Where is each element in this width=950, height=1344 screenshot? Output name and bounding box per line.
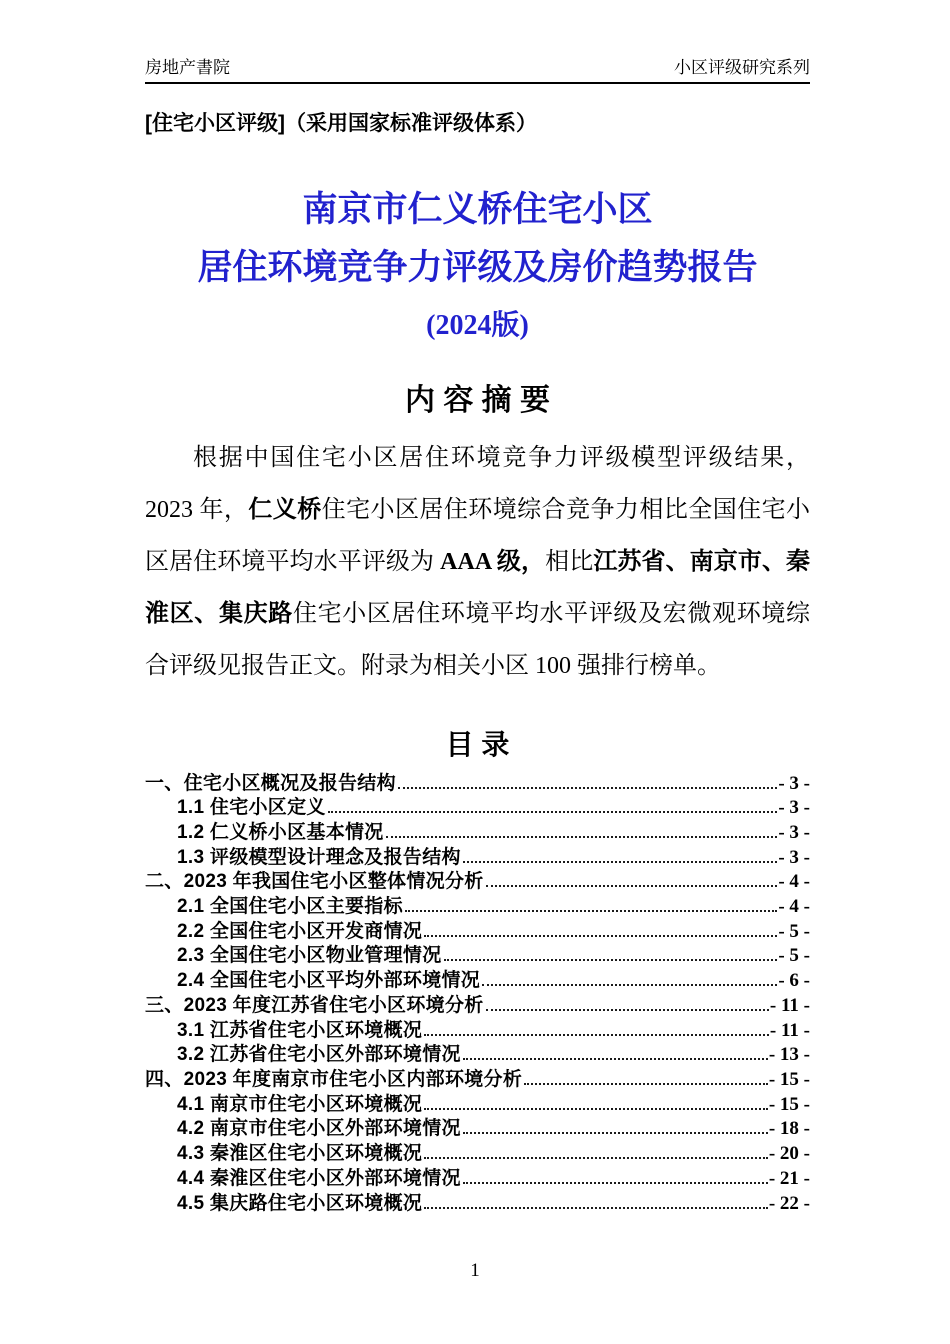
toc-item (145, 1167, 810, 1192)
toc-item-page: - 20 - (768, 1143, 810, 1165)
toc-item (145, 1068, 810, 1093)
toc-leader-dots (328, 810, 778, 813)
header-series: 小区评级研究系列 (674, 58, 810, 77)
toc-item-page: - 3 - (778, 846, 810, 868)
summary-bold-run: 仁义桥 (248, 496, 322, 523)
toc-item (145, 1117, 810, 1142)
summary-run: 合评级见报告正文。附录为相关小区 100 强排行榜单。 (145, 652, 721, 679)
toc-leader-dots (424, 1107, 768, 1110)
toc-item-page: - 4 - (778, 871, 810, 893)
toc-heading: 目 录 (445, 728, 510, 760)
summary-heading: 内 容 摘 要 (404, 383, 550, 417)
toc-item-label: 1.2 仁义桥小区基本情况 (177, 821, 384, 843)
toc-item-page: - 11 - (769, 1019, 810, 1041)
page-header (145, 58, 810, 84)
toc-item (145, 796, 810, 821)
toc-leader-dots (486, 884, 778, 887)
toc-item-page: - 15 - (768, 1093, 810, 1115)
toc-leader-dots (386, 835, 778, 838)
report-title-line1: 南京市仁义桥住宅小区 (302, 189, 653, 229)
toc-item-label: 2.2 全国住宅小区开发商情况 (177, 920, 423, 942)
summary-line (145, 432, 810, 484)
toc-item-page: - 3 - (778, 797, 810, 819)
summary-run: 2023 年， (145, 496, 249, 523)
toc-item (145, 920, 810, 945)
toc-item (145, 944, 810, 969)
toc-item (145, 895, 810, 920)
summary-bold-run: 江苏省、南京市、秦 (593, 548, 811, 575)
toc-leader-dots (424, 1033, 769, 1036)
table-of-contents (145, 772, 810, 1217)
toc-item (145, 1192, 810, 1217)
toc-item-page: - 5 - (778, 920, 810, 942)
summary-run: 相比 (545, 548, 594, 575)
toc-item-page: - 5 - (778, 945, 810, 967)
toc-item-page: - 15 - (768, 1068, 810, 1090)
toc-item-label: 2.4 全国住宅小区平均外部环境情况 (177, 970, 481, 992)
summary-run: 住宅小区居住环境平均水平评级及宏微观环境综 (292, 600, 811, 627)
toc-leader-dots (463, 1131, 768, 1134)
toc-item-label: 4.4 秦淮区住宅小区外部环境情况 (177, 1167, 461, 1189)
toc-item-page: - 13 - (768, 1044, 810, 1066)
toc-leader-dots (444, 958, 778, 961)
summary-line (145, 588, 810, 640)
toc-item-label: 三、2023 年度江苏省住宅小区环境分析 (145, 994, 484, 1016)
toc-item-label: 2.1 全国住宅小区主要指标 (177, 896, 403, 918)
toc-item (145, 969, 810, 994)
toc-leader-dots (482, 983, 777, 986)
toc-leader-dots (463, 860, 778, 863)
page-number: 1 (470, 1260, 480, 1281)
toc-leader-dots (463, 1181, 768, 1184)
toc-leader-dots (524, 1082, 768, 1085)
toc-item-label: 3.2 江苏省住宅小区外部环境情况 (177, 1044, 461, 1066)
summary-bold-run: 淮区、集庆路 (145, 600, 293, 627)
toc-item-page: - 6 - (778, 970, 810, 992)
toc-item-page: - 4 - (778, 896, 810, 918)
toc-item-page: - 3 - (778, 821, 810, 843)
toc-item-label: 四、2023 年度南京市住宅小区内部环境分析 (145, 1068, 523, 1090)
summary-line (145, 484, 810, 536)
toc-leader-dots (424, 1156, 768, 1159)
toc-item-page: - 11 - (769, 994, 810, 1016)
toc-leader-dots (424, 934, 777, 937)
toc-leader-dots (463, 1057, 768, 1060)
summary-paragraph (145, 432, 810, 692)
toc-item-page: - 3 - (778, 772, 810, 794)
toc-item-label: 4.1 南京市住宅小区环境概况 (177, 1093, 423, 1115)
toc-leader-dots (486, 1008, 769, 1011)
summary-line (145, 536, 810, 588)
toc-item-label: 一、住宅小区概况及报告结构 (145, 772, 396, 794)
toc-item-label: 1.1 住宅小区定义 (177, 797, 326, 819)
toc-item-label: 4.3 秦淮区住宅小区环境概况 (177, 1143, 423, 1165)
toc-item (145, 1043, 810, 1068)
summary-run: 住宅小区居住环境综合竞争力相比全国住宅小 (321, 496, 811, 523)
toc-item-label: 2.3 全国住宅小区物业管理情况 (177, 945, 442, 967)
toc-item-label: 4.5 集庆路住宅小区环境概况 (177, 1192, 423, 1214)
header-brand: 房地产書院 (145, 58, 230, 77)
report-title-line2: 居住环境竞争力评级及房价趋势报告 (197, 247, 758, 287)
toc-item (145, 1019, 810, 1044)
toc-item-label: 二、2023 年我国住宅小区整体情况分析 (145, 871, 484, 893)
toc-leader-dots (398, 786, 777, 789)
toc-item (145, 1093, 810, 1118)
toc-item-page: - 21 - (768, 1167, 810, 1189)
toc-item (145, 1142, 810, 1167)
toc-item-label: 1.3 评级模型设计理念及报告结构 (177, 846, 461, 868)
toc-leader-dots (424, 1206, 768, 1209)
toc-leader-dots (405, 909, 777, 912)
summary-line (145, 640, 810, 692)
toc-item (145, 870, 810, 895)
summary-run: 区居住环境平均水平评级为 (145, 548, 441, 575)
report-classification: [住宅小区评级]（采用国家标准评级体系） (145, 112, 537, 136)
toc-item-label: 3.1 江苏省住宅小区环境概况 (177, 1019, 423, 1041)
toc-item (145, 772, 810, 797)
summary-bold-run: AAA 级， (440, 548, 546, 575)
toc-item (145, 821, 810, 846)
toc-item-page: - 22 - (768, 1192, 810, 1214)
toc-item (145, 994, 810, 1019)
toc-item-label: 4.2 南京市住宅小区外部环境情况 (177, 1118, 461, 1140)
toc-item-page: - 18 - (768, 1118, 810, 1140)
toc-item (145, 846, 810, 871)
report-version: (2024版) (426, 309, 529, 341)
summary-run: 根据中国住宅小区居住环境竞争力评级模型评级结果， (193, 444, 810, 471)
